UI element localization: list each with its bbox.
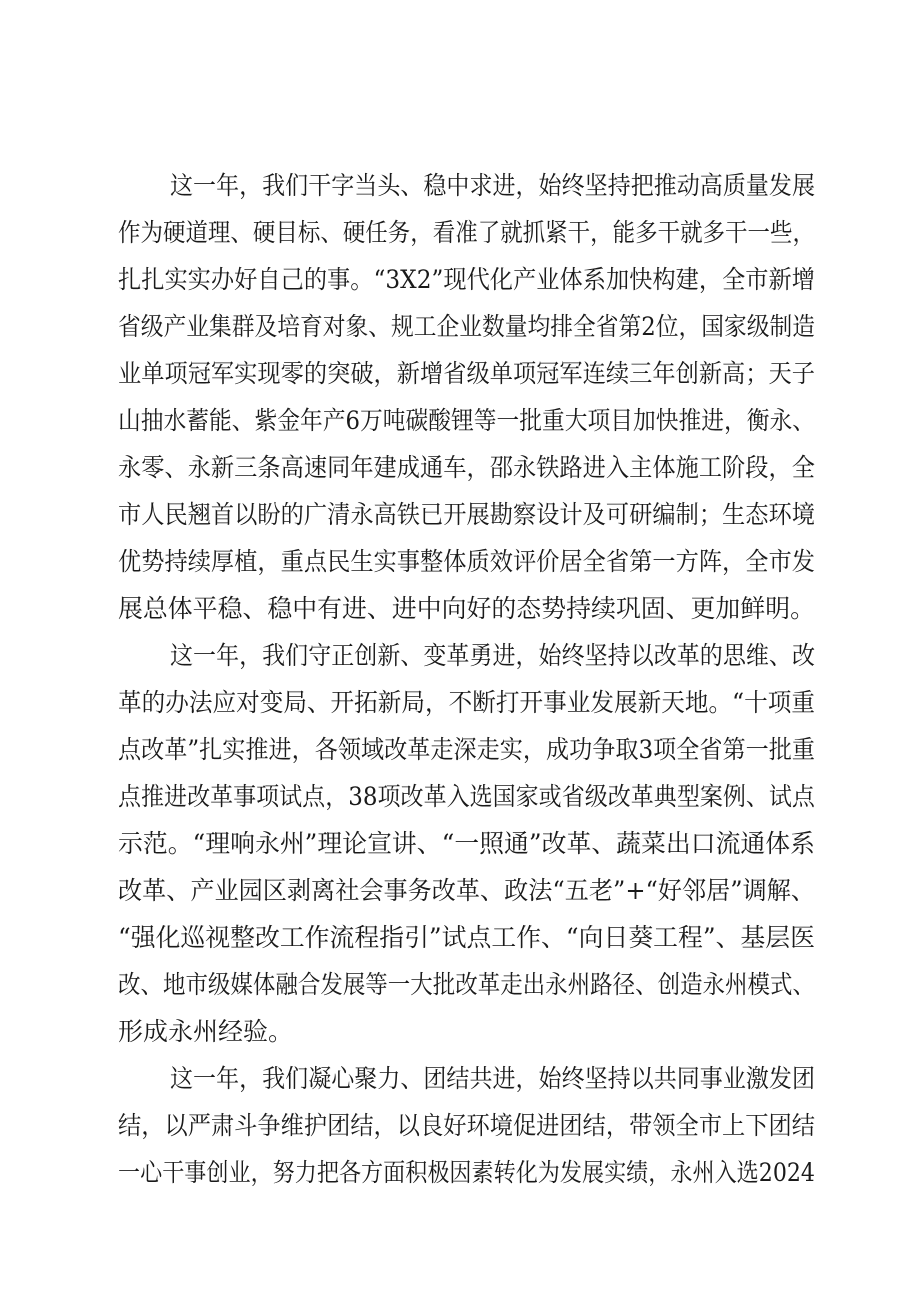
paragraph-1-line-3: [0, 256, 920, 304]
paragraph-3-line-1: [0, 1055, 920, 1103]
paragraph-1-line-2: [0, 209, 920, 257]
text-line: 作为硬道理、硬目标、硬任务，看准了就抓紧干，能多干就多干一些，: [118, 218, 815, 247]
text-line: 这一年，我们干字当头、稳中求进，始终坚持把推动高质量发展: [170, 171, 815, 200]
paragraph-2-line-6: [0, 867, 920, 915]
text-line: 一心干事创业，努力把各方面积极因素转化为发展实绩，永州入选2024: [118, 1158, 816, 1187]
paragraph-2-line-7: [0, 914, 920, 962]
paragraph-2-line-8: [0, 961, 920, 1009]
text-line: 这一年，我们凝心聚力、团结共进，始终坚持以共同事业激发团: [170, 1064, 815, 1093]
paragraph-1-line-4: [0, 303, 920, 351]
paragraph-3-line-3: [0, 1149, 920, 1197]
paragraph-1-line-5: [0, 350, 920, 398]
text-line: 展总体平稳、稳中有进、进中向好的态势持续巩固、更加鲜明。: [118, 594, 816, 623]
text-line: 改革、产业园区剥离社会事务改革、政法“五老”+“好邻居”调解、: [118, 876, 816, 905]
text-line: 省级产业集群及培育对象、规工企业数量均排全省第2位，国家级制造: [118, 312, 815, 341]
text-line: 市人民翘首以盼的广清永高铁已开展勘察设计及可研编制；生态环境: [118, 500, 815, 529]
text-line: 点改革”扎实推进，各领域改革走深走实，成功争取3项全省第一批重: [118, 735, 816, 764]
text-line: “强化巡视整改工作流程指引”试点工作、“向日葵工程”、基层医: [118, 923, 816, 952]
text-line: 山抽水蓄能、紫金年产6万吨碳酸锂等一批重大项目加快推进，衡永、: [118, 406, 815, 435]
text-line: 这一年，我们守正创新、变革勇进，始终坚持以改革的思维、改: [170, 641, 815, 670]
text-line: 结，以严肃斗争维护团结，以良好环境促进团结，带领全市上下团结: [118, 1111, 815, 1140]
paragraph-1-line-8: [0, 491, 920, 539]
paragraph-2-line-1: [0, 632, 920, 680]
paragraph-1-line-7: [0, 444, 920, 492]
text-line: 革的办法应对变局、开拓新局，不断打开事业发展新天地。“十项重: [118, 688, 815, 717]
text-line: 业单项冠军实现零的突破，新增省级单项冠军连续三年创新高；天子: [118, 359, 815, 388]
paragraph-2-line-4: [0, 773, 920, 821]
text-line: 点推进改革事项试点，38项改革入选国家或省级改革典型案例、试点: [118, 782, 815, 811]
paragraph-2-line-5: [0, 820, 920, 868]
paragraph-1-line-6: [0, 397, 920, 445]
text-line: 永零、永新三条高速同年建成通车，邵永铁路进入主体施工阶段，全: [118, 453, 815, 482]
text-line: 示范。“理响永州”理论宣讲、“一照通”改革、蔬菜出口流通体系: [118, 829, 816, 858]
text-line: 改、地市级媒体融合发展等一大批改革走出永州路径、创造永州模式、: [118, 970, 815, 999]
paragraph-2-line-2: [0, 679, 920, 727]
paragraph-1-line-10: [0, 585, 920, 633]
paragraph-1-line-9: [0, 538, 920, 586]
paragraph-3-line-2: [0, 1102, 920, 1150]
text-line: 扎扎实实办好自己的事。“3X2”现代化产业体系加快构建，全市新增: [118, 265, 815, 294]
paragraph-1-line-1: [0, 162, 920, 210]
paragraph-2-line-9: [0, 1008, 920, 1056]
paragraph-2-line-3: [0, 726, 920, 774]
text-line: 形成永州经验。: [118, 1017, 294, 1046]
text-line: 优势持续厚植，重点民生实事整体质效评价居全省第一方阵，全市发: [118, 547, 815, 576]
